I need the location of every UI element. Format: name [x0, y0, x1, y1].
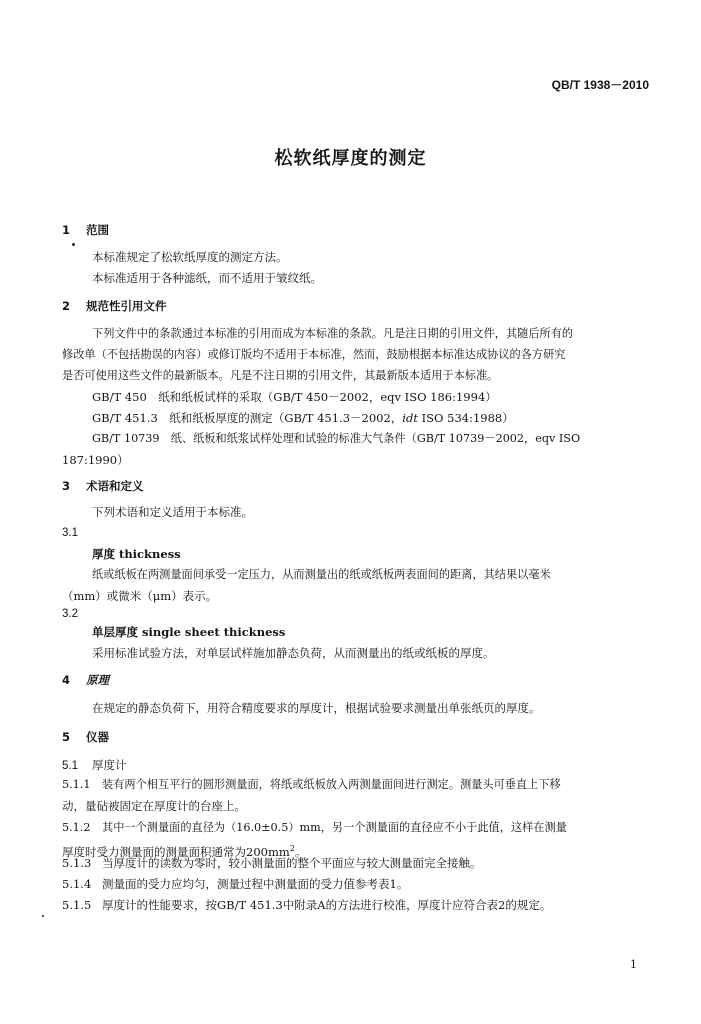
term-thickness-definition-2: （mm）或微米（μm）表示。 [62, 589, 218, 603]
section-3-heading [62, 478, 144, 494]
document-title: 松软纸厚度的测定 [274, 148, 427, 169]
clause-5-1-1 [62, 777, 561, 793]
term-thickness: 厚度 thickness [92, 547, 181, 561]
clause-5-1-5-text: 厚度计的性能要求，按GB/T 451.3中附录A的方法进行校准，厚度计应符合表2的规定。 [102, 898, 552, 912]
page-number: 1 [630, 958, 637, 971]
clause-5-1-2-text: 其中一个测量面的直径为（16.0±0.5）mm，另一个测量面的直径应不小于此值，这样在测量 [102, 821, 567, 834]
clause-5-1-1-continued: 动，量砧被固定在厚度计的台座上。 [62, 799, 246, 813]
section-2-title: 规范性引用文件 [86, 299, 167, 313]
reference-gbt-451-3-text: GB/T 451.3 纸和纸板厚度的测定（GB/T 451.3－2002， [92, 411, 403, 425]
section-4-number: 4 [62, 673, 71, 687]
reference-gbt-451-3-idt: idt [402, 411, 418, 425]
clause-5-1-title: 厚度计 [92, 758, 127, 772]
term-single-sheet-definition: 采用标准试验方法，对单层试样施加静态负荷，从而测量出的纸或纸板的厚度。 [92, 646, 495, 660]
section-5-number: 5 [62, 730, 71, 744]
section-1-number: 1 [62, 223, 71, 237]
section-3-number: 3 [62, 479, 71, 493]
clause-5-1-3 [62, 855, 482, 871]
clause-5-1 [62, 757, 127, 774]
reference-gbt-451-3-iso: ISO 534:1988） [417, 411, 514, 425]
clause-5-1-3-text: 当厚度计的读数为零时，较小测量面的整个平面应与较大测量面完全接触。 [102, 856, 482, 870]
clause-5-1-2-area-text: 厚度时受力测量面的测量面积通常为200mm [62, 844, 290, 859]
section-3-title: 术语和定义 [86, 479, 144, 493]
scan-speck [72, 243, 75, 246]
terms-intro: 下列术语和定义适用于本标准。 [92, 505, 253, 519]
scan-speck [42, 915, 44, 917]
clause-5-1-5-number: 5.1.5 [62, 898, 92, 912]
clause-3-2-number: 3.2 [62, 608, 78, 620]
section-4-title: 原理 [86, 673, 109, 687]
reference-gbt-10739-line-2: 187:1990） [62, 453, 129, 467]
clause-5-1-2-end: 。 [294, 844, 307, 859]
references-intro-line-2: 修改单（不包括勘误的内容）或修订版均不适用于本标准，然而，鼓励根据本标准达成协议的各方研究 [62, 348, 566, 361]
clause-5-1-number: 5.1 [62, 760, 78, 772]
clause-5-1-3-number: 5.1.3 [62, 856, 92, 870]
term-single-sheet-thickness: 单层厚度 single sheet thickness [92, 625, 286, 639]
scope-paragraph-2: 本标准适用于各种滤纸，而不适用于皱纹纸。 [92, 271, 322, 285]
references-intro-line-3: 是否可使用这些文件的最新版本。凡是不注日期的引用文件，其最新版本适用于本标准。 [62, 369, 499, 382]
reference-gbt-451-3 [92, 410, 514, 426]
reference-gbt-450: GB/T 450 纸和纸板试样的采取（GB/T 450－2002，eqv ISO 186:1994） [92, 390, 497, 404]
clause-5-1-4 [62, 876, 408, 892]
clause-5-1-5 [62, 897, 551, 913]
section-1-heading [62, 222, 109, 238]
clause-5-1-4-text: 测量面的受力应均匀，测量过程中测量面的受力值参考表1。 [102, 877, 409, 891]
clause-5-1-2-superscript: 2 [289, 844, 295, 853]
clause-5-1-2 [62, 820, 567, 836]
clause-5-1-1-number: 5.1.1 [62, 778, 91, 791]
references-intro-line-1: 下列文件中的条款通过本标准的引用而成为本标准的条款。凡是注日期的引用文件，其随后所有的 [92, 327, 574, 340]
section-5-title: 仪器 [86, 730, 109, 744]
section-2-number: 2 [62, 299, 71, 313]
section-5-heading [62, 729, 109, 745]
section-4-heading [62, 672, 109, 688]
section-2-heading [62, 298, 167, 314]
section-1-title: 范围 [86, 223, 109, 237]
reference-gbt-10739-line-1: GB/T 10739 纸、纸板和纸浆试样处理和试验的标准大气条件（GB/T 10739－2002，eqv ISO [92, 432, 581, 445]
clause-5-1-2-number: 5.1.2 [62, 821, 91, 834]
clause-5-1-1-text: 装有两个相互平行的圆形测量面，将纸或纸板放入两测量面间进行测定。测量头可垂直上下移 [102, 778, 561, 791]
scope-paragraph-1: 本标准规定了松软纸厚度的测定方法。 [92, 250, 288, 264]
clause-5-1-4-number: 5.1.4 [62, 877, 92, 891]
standard-number: QB/T 1938－2010 [551, 78, 649, 92]
principle-text: 在规定的静态负荷下，用符合精度要求的厚度计，根据试验要求测量出单张纸页的厚度。 [92, 701, 541, 715]
clause-3-1-number: 3.1 [62, 527, 78, 539]
term-thickness-definition-1: 纸或纸板在两测量面间承受一定压力，从而测量出的纸或纸板两表面间的距离，其结果以毫米 [92, 568, 551, 581]
